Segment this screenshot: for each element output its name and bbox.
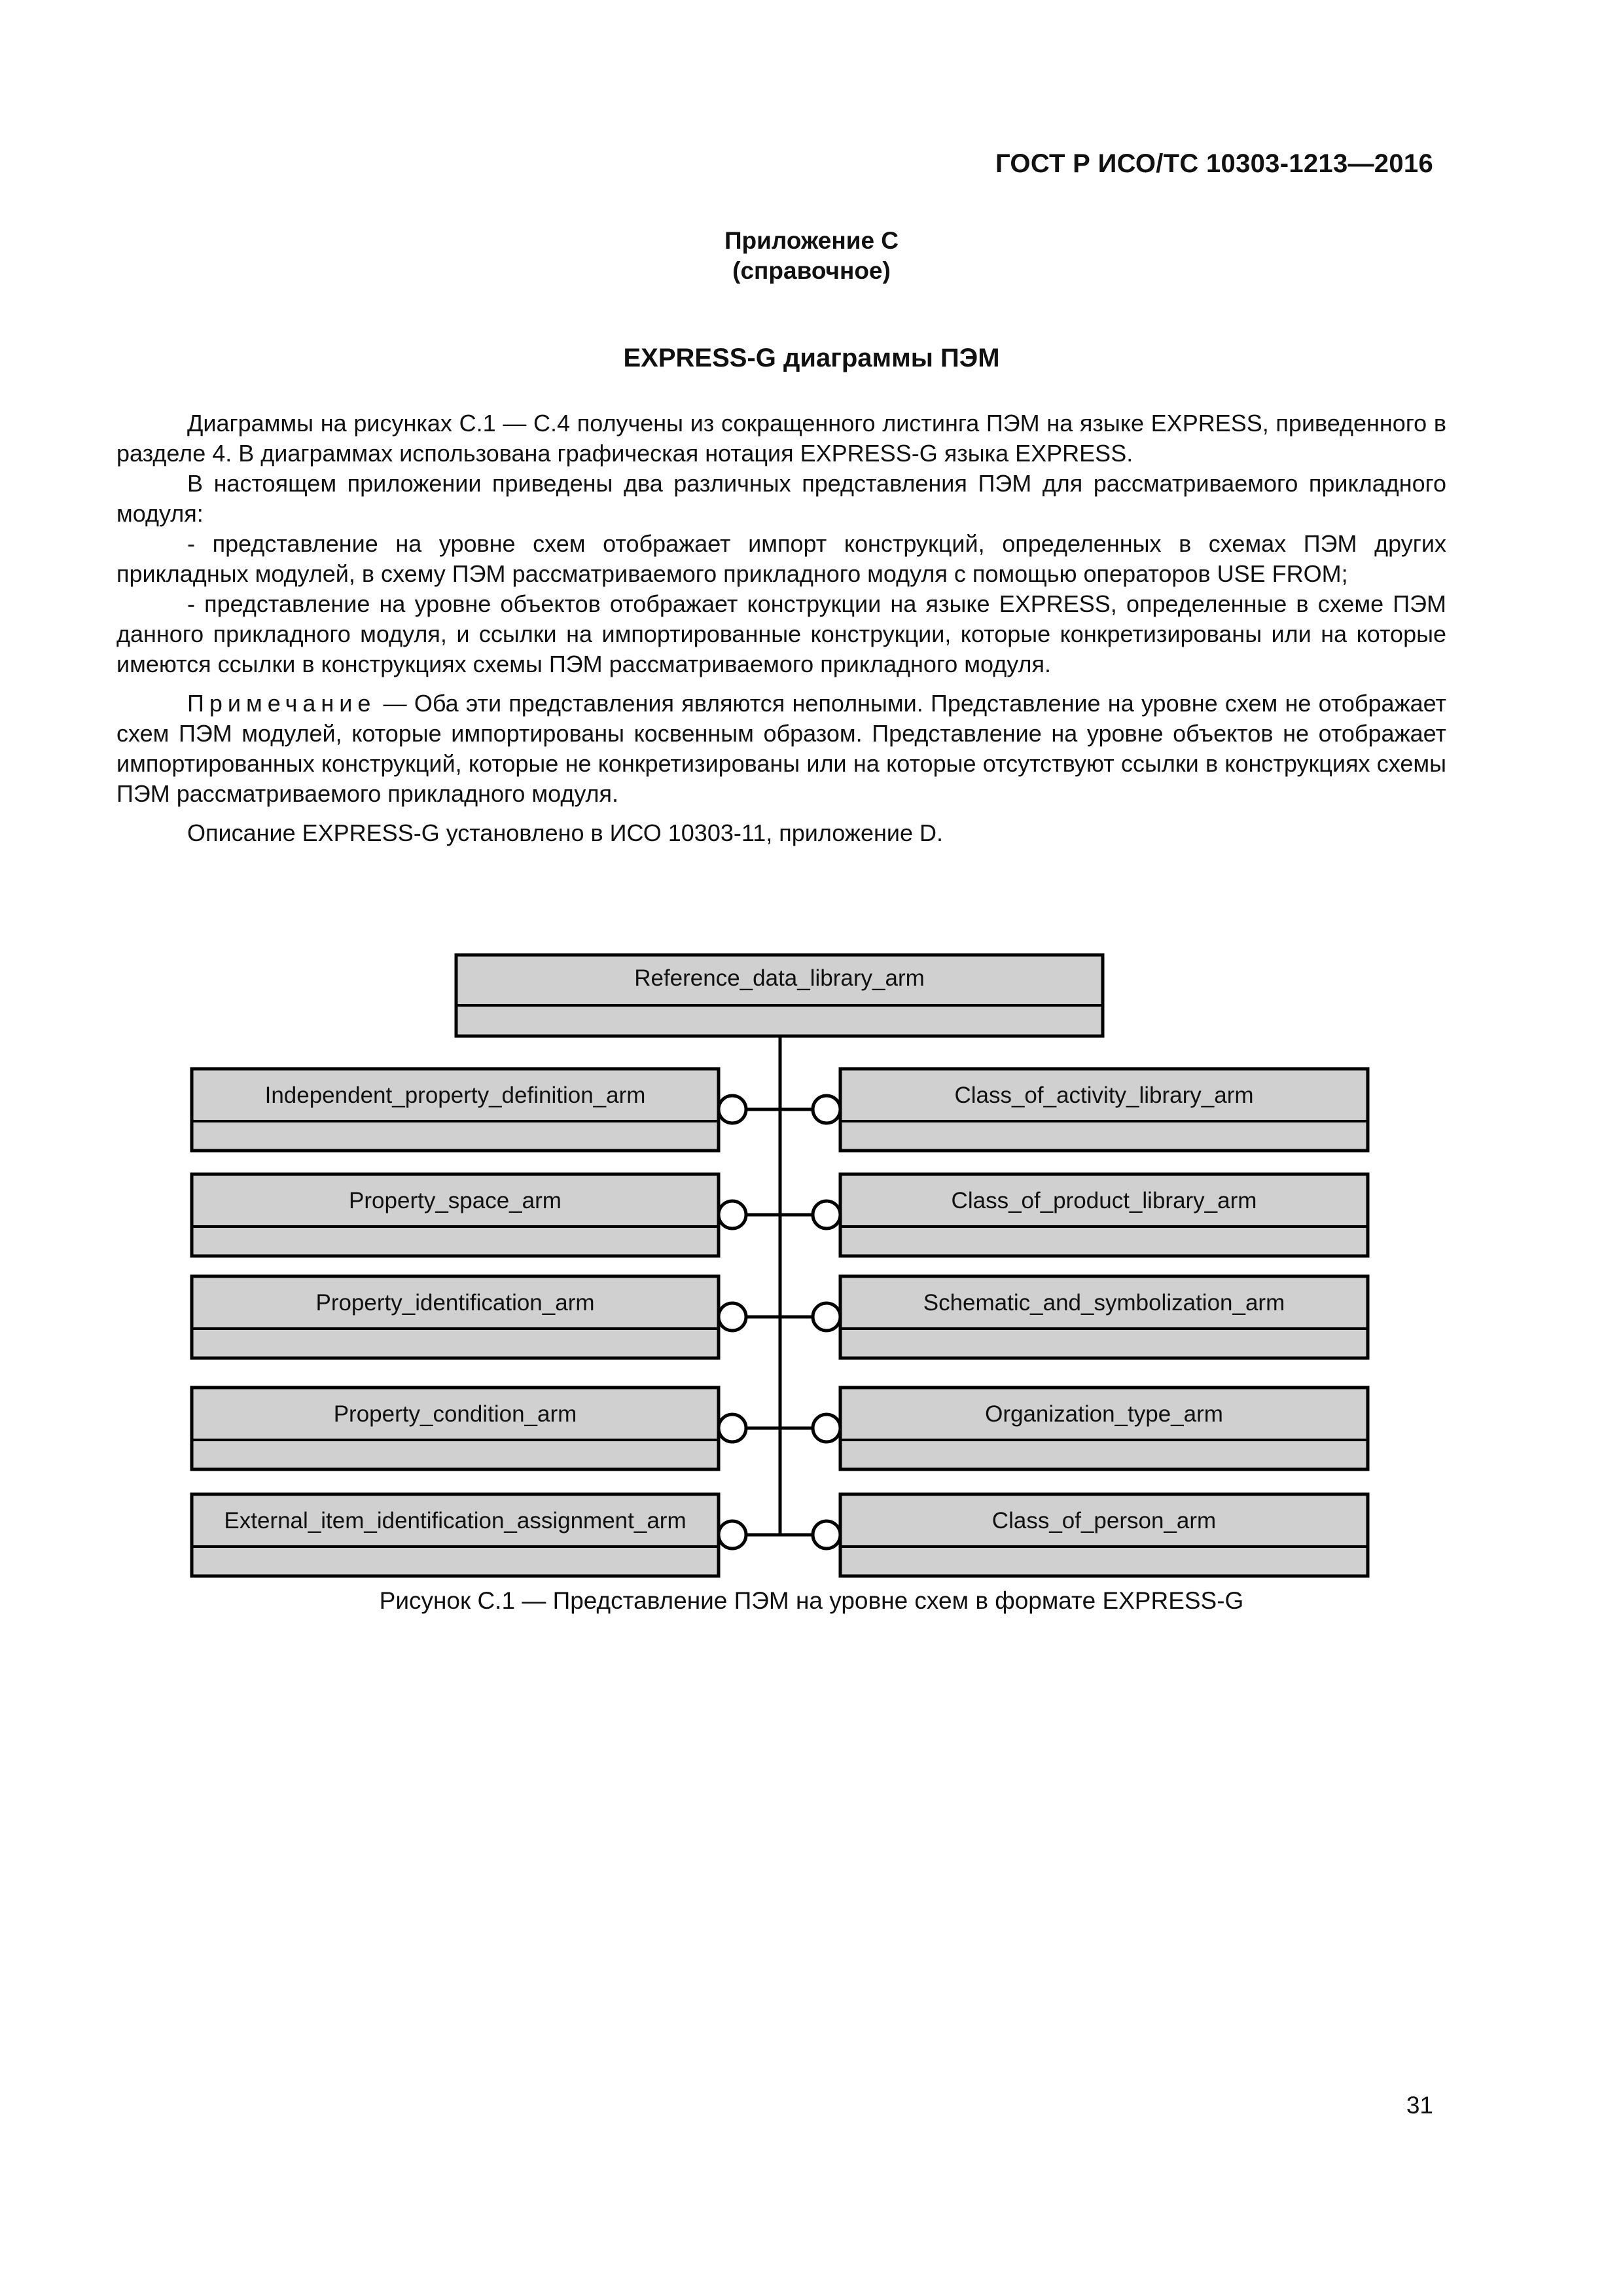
paragraph: В настоящем приложении приведены два различных представления ПЭМ для рассматриваемого прикладного модуля: (116, 470, 1446, 527)
use-from-circle-icon (719, 1303, 746, 1331)
use-from-circle-icon (813, 1521, 840, 1549)
schema-box-left-2[interactable] (192, 1276, 719, 1358)
schema-box-label: Schematic_and_symbolization_arm (923, 1290, 1285, 1316)
body-text (116, 408, 1446, 848)
schema-box-root[interactable] (456, 955, 1103, 1036)
appendix-type: (справочное) (732, 257, 891, 284)
note-label: Примечание (187, 690, 376, 717)
schema-box-label: Class_of_person_arm (991, 1508, 1217, 1534)
paragraph: - представление на уровне объектов отображает конструкции на языке EXPRESS, определенные в схеме ПЭМ данного прикладного модуля, и ссылки на импортированные конструкции, которые конкретизированы или на которые имеются ссылки в конструкциях схемы ПЭМ рассматриваемого прикладного модуля. (116, 590, 1446, 677)
schema-box-label: Property_identification_arm (315, 1290, 595, 1316)
section-title: EXPRESS-G диаграммы ПЭМ (623, 344, 1000, 372)
use-from-circle-icon (813, 1414, 840, 1442)
note-paragraph (116, 689, 1446, 809)
schema-box-right-1[interactable] (840, 1174, 1368, 1256)
document-code: ГОСТ Р ИСО/ТС 10303-1213—2016 (995, 149, 1433, 178)
schema-box-left-0[interactable] (192, 1069, 719, 1151)
page-number: 31 (1406, 2092, 1433, 2119)
schema-box-left-4[interactable] (192, 1494, 719, 1576)
schema-box-label: Independent_property_definition_arm (264, 1083, 646, 1108)
schema-box-label: Reference_data_library_arm (634, 965, 925, 991)
schema-box-label: External_item_identification_assignment_arm (224, 1508, 687, 1534)
appendix-label: Приложение С (724, 227, 899, 254)
use-from-circle-icon (813, 1096, 840, 1123)
figure-caption: Рисунок С.1 — Представление ПЭМ на уровне схем в формате EXPRESS-G (379, 1587, 1244, 1614)
schema-box-label: Property_condition_arm (333, 1401, 577, 1427)
reference-paragraph: Описание EXPRESS-G установлено в ИСО 10303-11, приложение D. (187, 819, 943, 846)
note-text: — Оба эти представления являются неполными. Представление на уровне схем не отображает схем ПЭМ модулей, которые импортированы косвенным образом. Представление на уровне объектов не отображает импортированных конструкций, которые не конкретизированы или на которые отсутствуют ссылки в конструкциях схемы ПЭМ рассматриваемого прикладного модуля. (116, 690, 1446, 807)
schema-box-left-3[interactable] (192, 1388, 719, 1469)
schema-box-left-1[interactable] (192, 1174, 719, 1256)
schema-box-right-4[interactable] (840, 1494, 1368, 1576)
schema-box-right-2[interactable] (840, 1276, 1368, 1358)
schema-box-label: Property_space_arm (349, 1188, 562, 1213)
paragraph: - представление на уровне схем отображает импорт конструкций, определенных в схемах ПЭМ других прикладных модулей, в схему ПЭМ рассматриваемого прикладного модуля с помощью операторов USE FROM; (116, 530, 1446, 587)
use-from-circle-icon (719, 1201, 746, 1229)
appendix-heading (0, 226, 1623, 286)
schema-box-right-3[interactable] (840, 1388, 1368, 1469)
schema-box-label: Organization_type_arm (985, 1401, 1223, 1427)
schema-box-label: Class_of_product_library_arm (951, 1188, 1257, 1213)
use-from-circle-icon (813, 1303, 840, 1331)
schema-box-right-0[interactable] (840, 1069, 1368, 1151)
use-from-circle-icon (719, 1414, 746, 1442)
schema-box-label: Class_of_activity_library_arm (954, 1083, 1254, 1108)
paragraph: Диаграммы на рисунках С.1 — С.4 получены из сокращенного листинга ПЭМ на языке EXPRESS, приведенного в разделе 4. В диаграммах использована графическая нотация EXPRESS-G языка EXPRESS. (116, 410, 1446, 467)
use-from-circle-icon (719, 1096, 746, 1123)
use-from-circle-icon (813, 1201, 840, 1229)
use-from-circle-icon (719, 1521, 746, 1549)
